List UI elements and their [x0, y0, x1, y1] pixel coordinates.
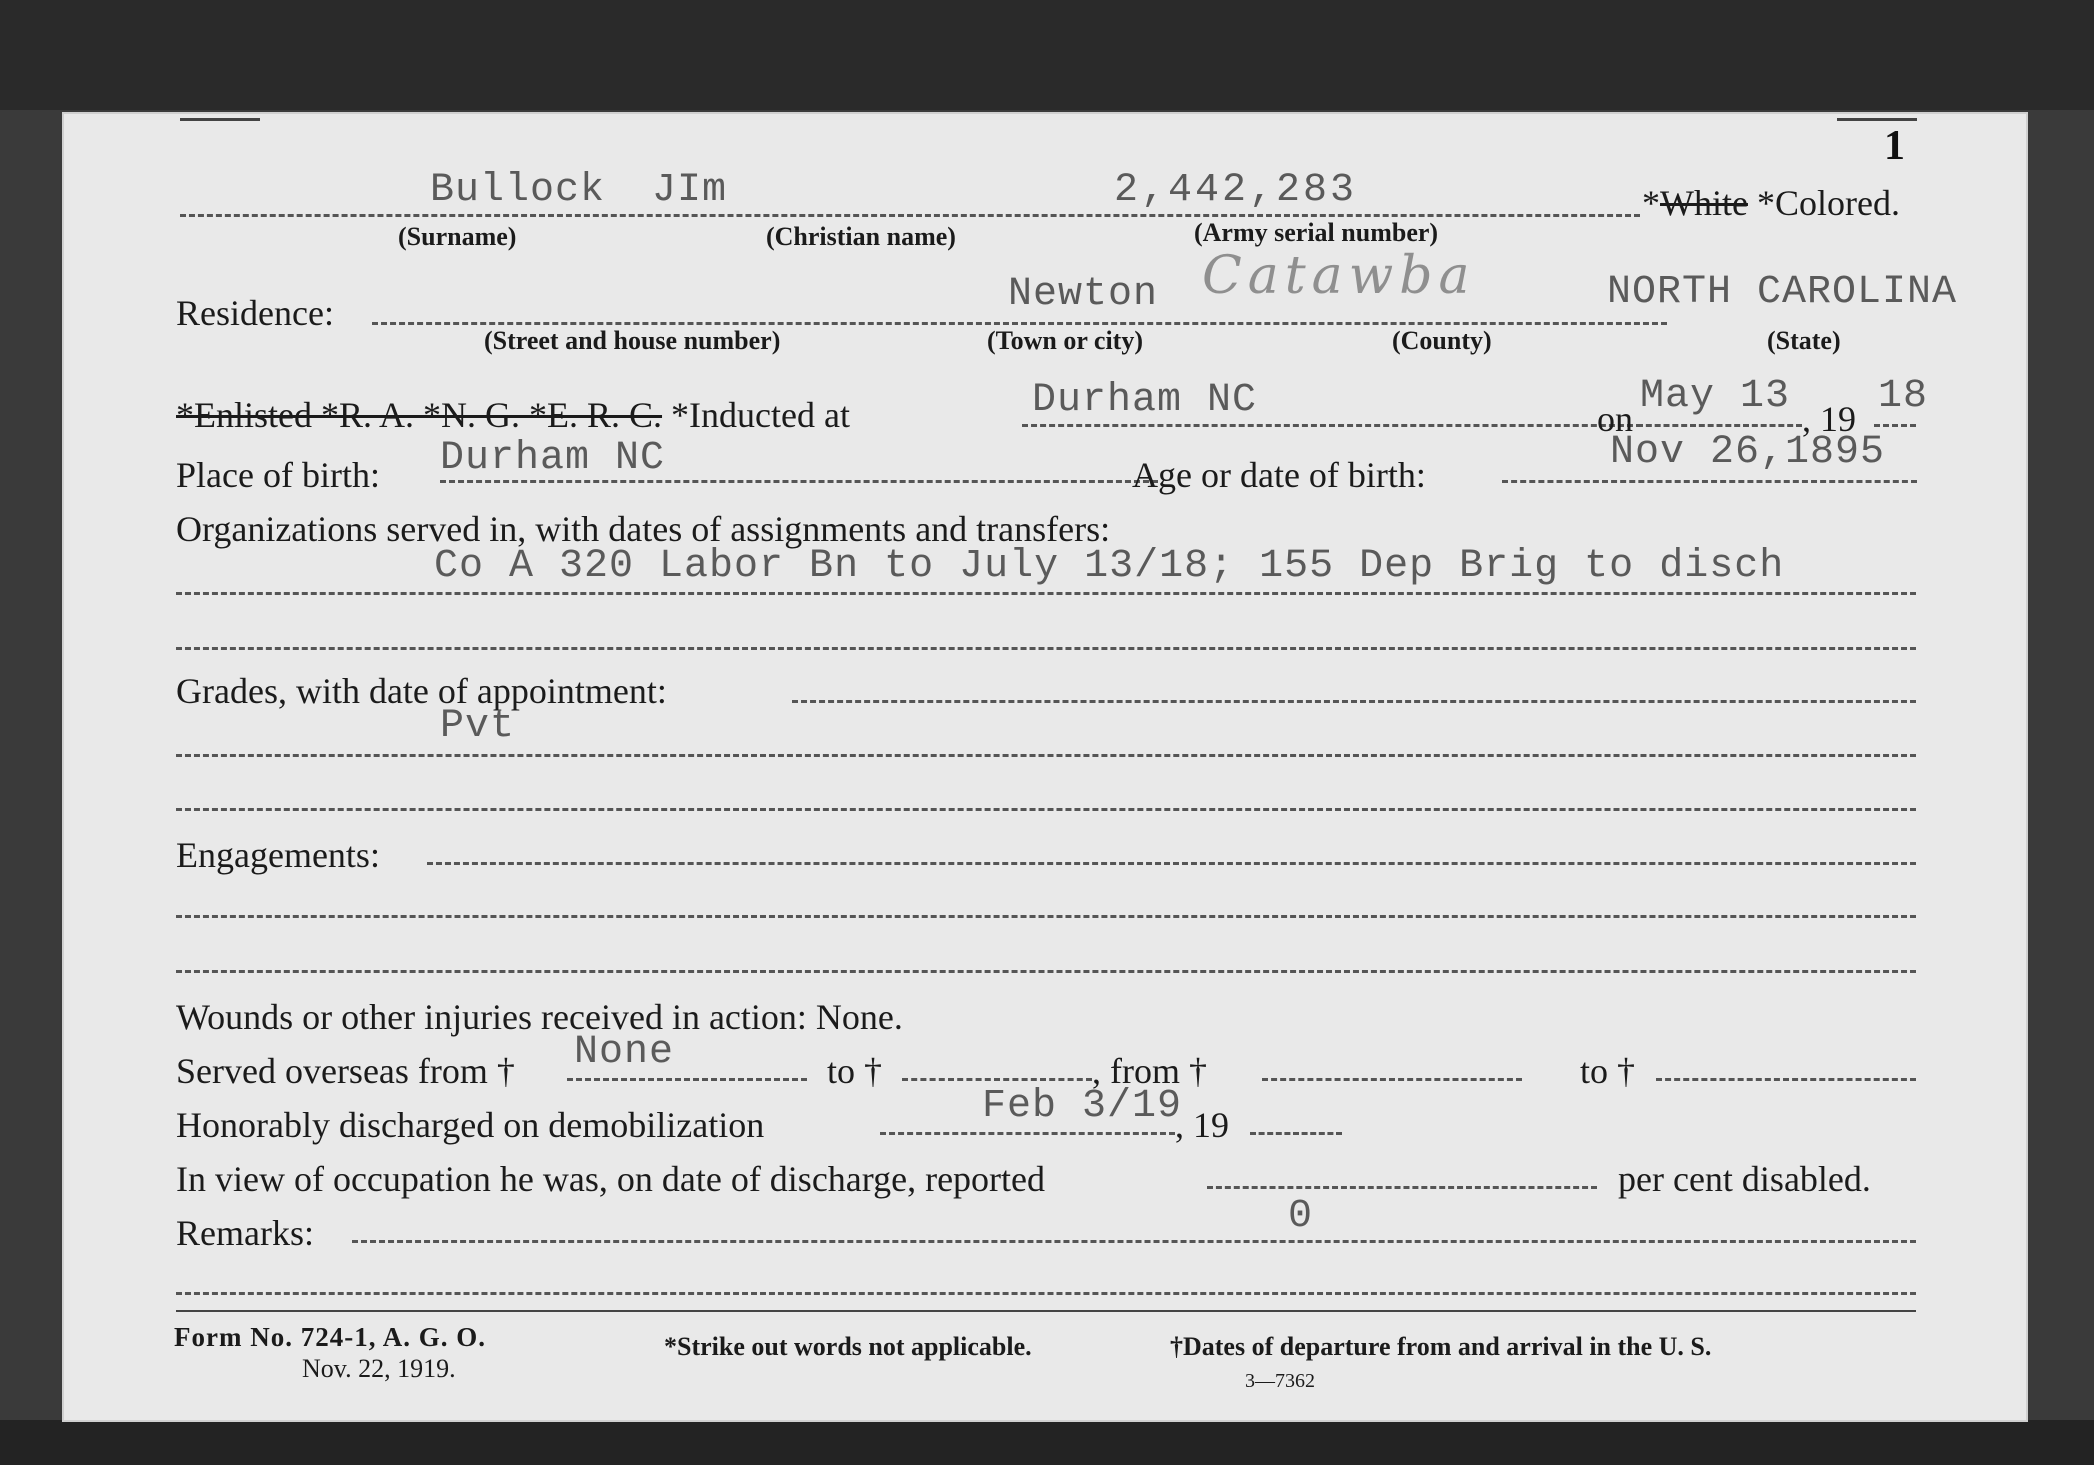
wounds-text: Wounds or other injuries received in action: None. [176, 997, 903, 1037]
on-label: on [1597, 399, 1633, 439]
induction-date: May 13 [1640, 374, 1791, 419]
name-line [180, 214, 1640, 217]
disability-percent-value: 0 [1288, 1194, 1314, 1239]
overseas-from-value: None [574, 1030, 675, 1075]
induction-year-line [1874, 424, 1916, 427]
army-serial-label: (Army serial number) [1194, 218, 1439, 247]
top-rule-left [180, 118, 260, 121]
christian-name-value: JIm [652, 168, 728, 213]
to-label-2: to † [1580, 1051, 1636, 1091]
residence-state: NORTH CAROLINA [1607, 270, 1958, 315]
street-label: (Street and house number) [484, 326, 781, 355]
strike-note: *Strike out words not applicable. [664, 1332, 1032, 1361]
residence-label: Residence: [176, 293, 334, 333]
grades-line-3 [176, 808, 1916, 811]
race-options: *White *Colored. [1642, 183, 1900, 223]
grades-label: Grades, with date of appointment: [176, 671, 667, 711]
remarks-line-1 [352, 1240, 1916, 1243]
discharge-label: Honorably discharged on demobilization [176, 1105, 765, 1145]
print-code: 3—7362 [1245, 1370, 1315, 1392]
inducted-at-label: *Inducted at [671, 395, 850, 435]
overseas-to-line [902, 1078, 1092, 1081]
birthplace-value: Durham NC [440, 436, 666, 481]
organizations-label: Organizations served in, with dates of assignments and transfers: [176, 509, 1111, 549]
dob-line [1502, 480, 1917, 483]
organizations-value: Co A 320 Labor Bn to July 13/18; 155 Dep Brig to disch [434, 544, 1785, 589]
enlisted-struck: *Enlisted *R. A. *N. G. *E. R. C. [176, 395, 663, 435]
form-date: Nov. 22, 1919. [302, 1354, 456, 1383]
residence-town: Newton [1008, 272, 1159, 317]
residence-county: Catawba [1202, 246, 1476, 306]
per-cent-label: per cent disabled. [1618, 1159, 1871, 1199]
overseas-from-line [567, 1078, 807, 1081]
overseas-from-line-2 [1262, 1078, 1522, 1081]
disability-line [1207, 1186, 1597, 1189]
race-colored: Colored. [1774, 183, 1900, 223]
card-number: 1 [1884, 123, 1905, 169]
background-top [0, 0, 2094, 110]
discharge-year-line [1250, 1132, 1342, 1135]
discharge-date-line [880, 1132, 1175, 1135]
induction-year-prefix: , 19 [1802, 399, 1856, 439]
enlistment-options [176, 394, 850, 436]
engagements-line-1 [427, 862, 1916, 865]
dagger-note: †Dates of departure from and arrival in the U. S. [1170, 1332, 1712, 1361]
background-bottom [0, 1420, 2094, 1465]
from-label: , from † [1092, 1051, 1207, 1091]
grades-value: Pvt [440, 704, 516, 749]
state-label: (State) [1767, 326, 1841, 355]
grades-line-2 [176, 754, 1916, 757]
inducted-place: Durham NC [1032, 378, 1258, 423]
county-label: (County) [1392, 326, 1492, 355]
induction-date-line [1637, 424, 1802, 427]
surname-label: (Surname) [398, 222, 517, 251]
town-label: (Town or city) [987, 326, 1143, 355]
birthplace-label: Place of birth: [176, 455, 380, 495]
christian-name-label: (Christian name) [766, 222, 956, 251]
engagements-label: Engagements: [176, 835, 380, 875]
dob-value: Nov 26,1895 [1610, 430, 1886, 475]
discharge-date: Feb 3/19 [982, 1084, 1183, 1129]
inducted-place-line [1022, 424, 1642, 427]
discharge-year-prefix: , 19 [1175, 1105, 1229, 1145]
overseas-to-line-2 [1656, 1078, 1916, 1081]
served-overseas-label: Served overseas from † [176, 1051, 515, 1091]
organizations-line-1 [176, 592, 1916, 595]
service-record-card [62, 112, 2028, 1422]
engagements-line-3 [176, 970, 1916, 973]
form-number: Form No. 724-1, A. G. O. [174, 1322, 486, 1352]
dob-label: Age or date of birth: [1132, 455, 1426, 495]
engagements-line-2 [176, 915, 1916, 918]
army-serial-value: 2,442,283 [1114, 168, 1358, 213]
top-rule-right [1837, 118, 1917, 121]
occupation-label: In view of occupation he was, on date of discharge, reported [176, 1159, 1046, 1199]
surname-value: Bullock [430, 168, 606, 213]
remarks-line-2 [176, 1292, 1916, 1295]
footer-rule [176, 1310, 1916, 1312]
organizations-line-2 [176, 647, 1916, 650]
grades-line-1 [792, 700, 1916, 703]
race-white: White [1660, 183, 1748, 223]
to-label-1: to † [827, 1051, 883, 1091]
remarks-label: Remarks: [176, 1213, 314, 1253]
residence-line [372, 322, 1667, 325]
induction-year: 18 [1878, 374, 1929, 419]
